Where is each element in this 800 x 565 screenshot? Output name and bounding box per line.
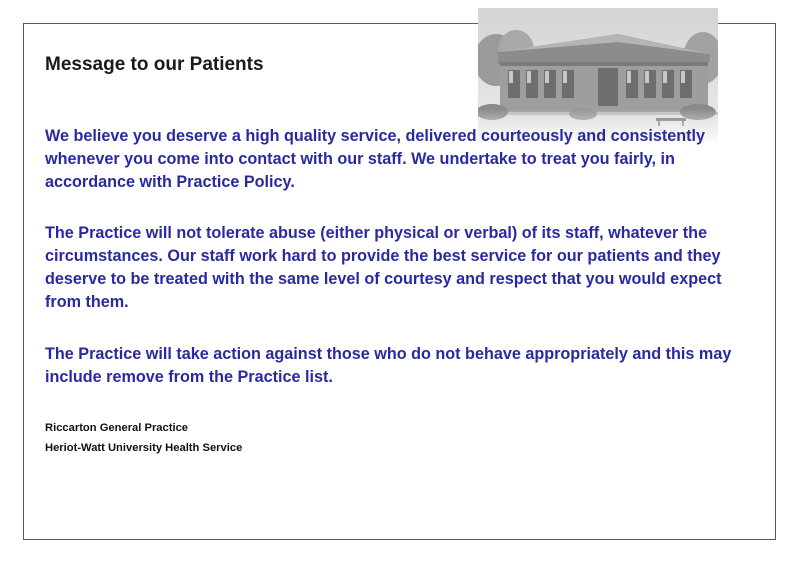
building-photo-icon bbox=[478, 8, 718, 142]
page-title: Message to our Patients bbox=[45, 54, 264, 75]
paragraph-action: The Practice will take action against those who do not behave appropriately and this may include remove from the Practice list. bbox=[45, 345, 732, 386]
signature-health-service: Heriot-Watt University Health Service bbox=[45, 442, 243, 454]
signature-block bbox=[45, 418, 242, 458]
signature-practice-name: Riccarton General Practice bbox=[45, 422, 189, 434]
paragraph-service: We believe you deserve a high quality service, delivered courteously and consistently whenever you come into contact with our staff. We undertake to treat you fairly, in accordance with Practice Policy. bbox=[45, 127, 706, 191]
paragraph-abuse-policy: The Practice will not tolerate abuse (either physical or verbal) of its staff, whatever the circumstances. Our staff work hard to provide the best service for our patients and they deserve to be treated with the same level of courtesy and respect that you would expect from them. bbox=[45, 224, 722, 311]
